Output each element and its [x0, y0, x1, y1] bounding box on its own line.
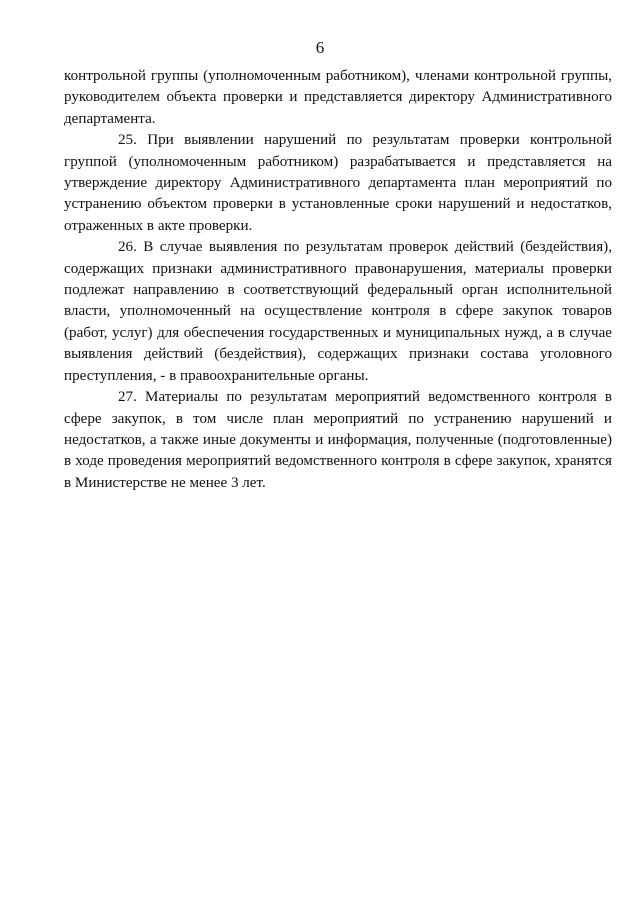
- paragraph-26: 26. В случае выявления по результатам проверок действий (бездействия), содержащих признаки административного правонарушения, материалы проверки подлежат направлению в соответствующий федеральный орган исполнительной власти, уполномоченный на осуществление контроля в сфере закупок товаров (работ, услуг) для обеспечения государственных и муниципальных нужд, а в случае выявления действий (бездействия), содержащих признаки состава уголовного преступления, - в правоохранительные органы.: [64, 239, 612, 384]
- paragraph-25: 25. При выявлении нарушений по результатам проверки контрольной группой (уполномоченным работником) разрабатывается и представляется на утверждение директору Административного департамента план мероприятий по устранению объектом проверки в установленные сроки нарушений и недостатков, отраженных в акте проверки.: [64, 132, 612, 234]
- page-number: 6: [315, 38, 325, 57]
- paragraph-27: 27. Материалы по результатам мероприятий ведомственного контроля в сфере закупок, в том числе план мероприятий по устранению нарушений и недостатков, а также иные документы и информация, полученные (подготовленные) в ходе проведения мероприятий ведомственного контроля в сфере закупок, хранятся в Министерстве не менее 3 лет.: [64, 389, 612, 491]
- document-body: [64, 66, 612, 494]
- paragraph-continuation: контрольной группы (уполномоченным работником), членами контрольной группы, руководителем объекта проверки и представляется директору Административного департамента.: [64, 68, 612, 127]
